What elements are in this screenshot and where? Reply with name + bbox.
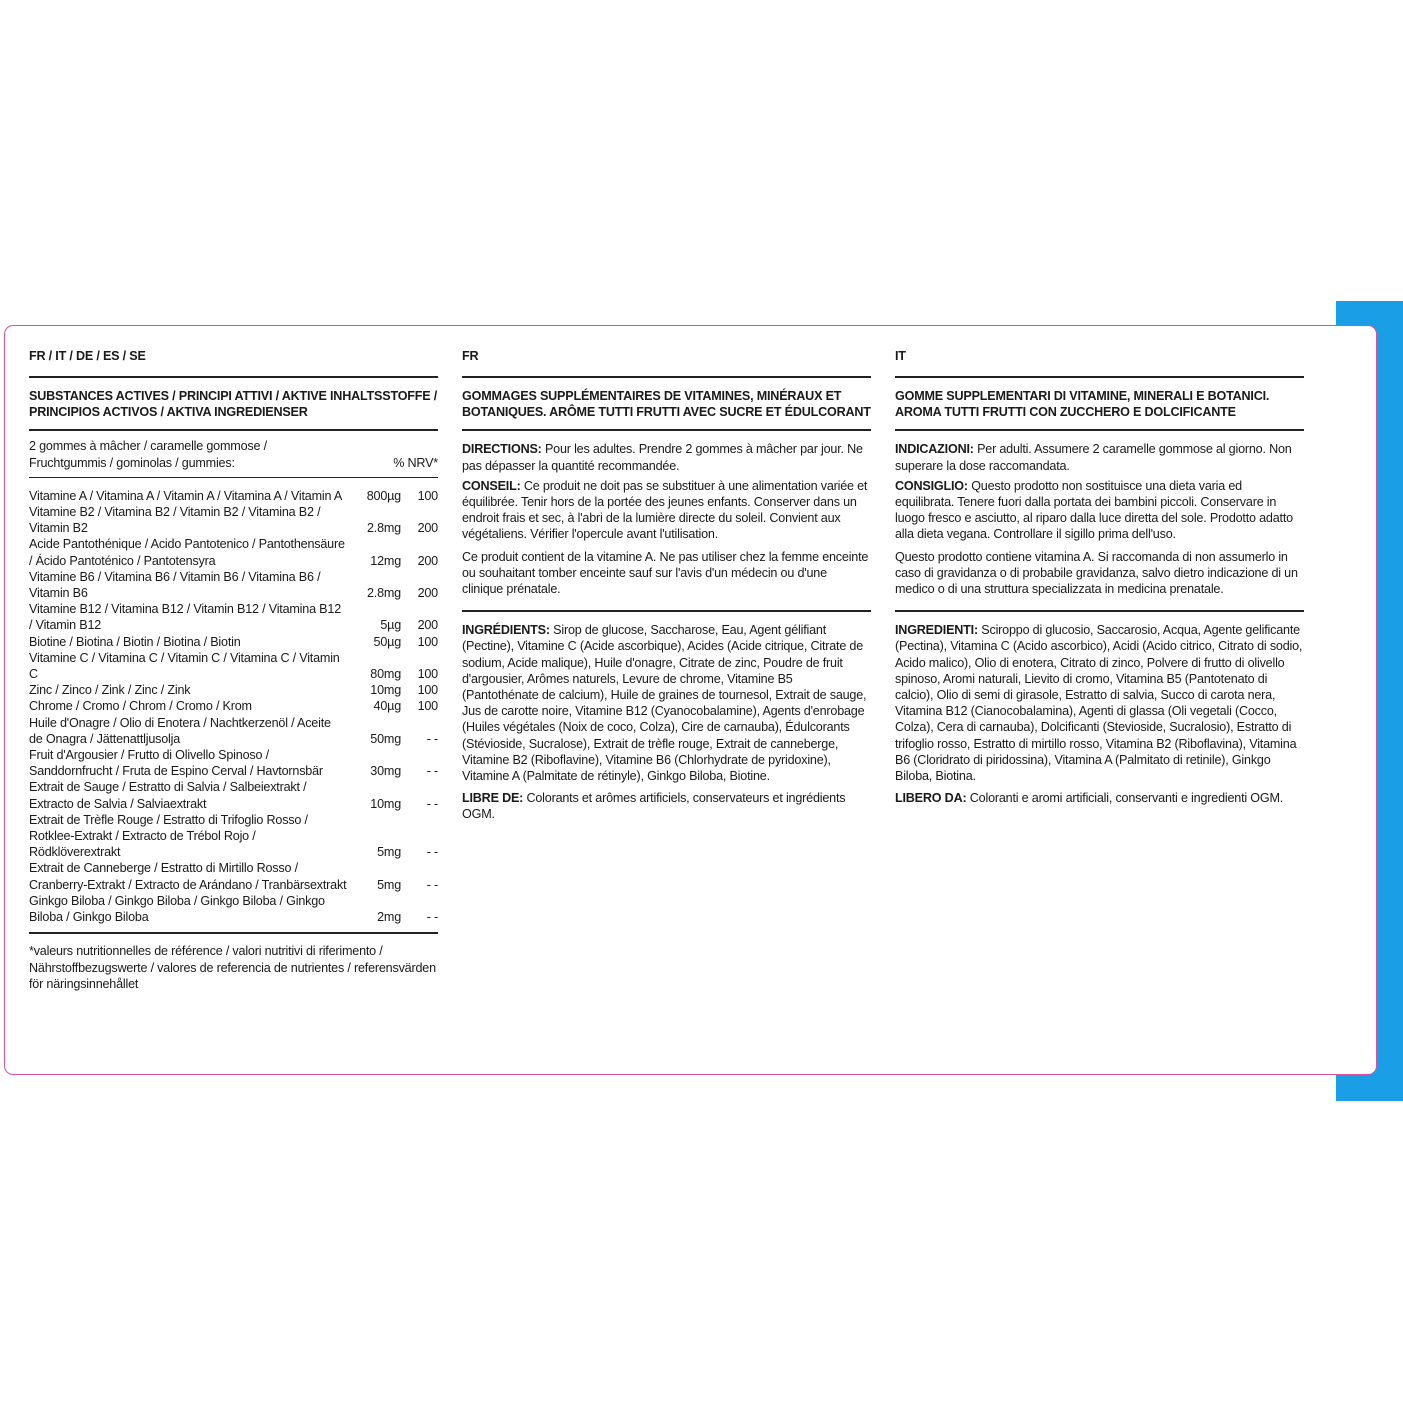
french-header: FR [462,349,479,363]
supplement-facts-column [29,348,438,992]
french-directions: DIRECTIONS: Pour les adultes. Prendre 2 gommes à mâcher par jour. Ne pas dépasser la quantité recommandée. [462,442,863,473]
italian-free-from: LIBERO DA: Coloranti e aromi artificiali, conservanti e ingredienti OGM. [895,791,1284,806]
nutrient-row [29,715,438,747]
french-warning: Ce produit contient de la vitamine A. Ne pas utiliser chez la femme enceinte ou souhaitant tomber enceinte sauf sur l'avis d'un médecin ou d'une clinique prénatale. [462,549,869,597]
nutrient-row [29,536,438,568]
nutrient-row [29,747,438,779]
nutrient-name: Extrait de Trèfle Rouge / Estratto di Trifoglio Rosso / Rotklee-Extrakt / Extracto de Trébol Rojo / Rödklöverextrakt [29,812,308,860]
french-product-title: GOMMAGES SUPPLÉMENTAIRES DE VITAMINES, MINÉRAUX ET BOTANIQUES. ARÔME TUTTI FRUTTI AVEC SUCRE ET ÉDULCORANT [462,389,871,420]
nutrient-nrv: - - [426,764,438,779]
nutrient-nrv: 100 [417,699,438,714]
nutrient-row [29,601,438,633]
nutrient-nrv: - - [426,877,438,892]
nutrient-row [29,860,438,892]
french-usage-section [462,431,871,610]
nutrient-name: Vitamine A / Vitamina A / Vitamin A / Vitamina A / Vitamin A [29,488,343,503]
nutrient-row [29,682,438,698]
nutrient-amount: 10mg [370,683,401,698]
french-free-from: LIBRE DE: Colorants et arômes artificiels, conservateurs et ingrédients OGM. [462,791,846,822]
french-column [462,348,871,836]
nutrient-nrv: 100 [417,667,438,682]
nutrient-amount: 5mg [377,845,401,860]
nutrient-nrv: 100 [417,683,438,698]
nutrient-amount: 2.8mg [366,586,401,601]
nutrient-row [29,698,438,714]
italian-warning: Questo prodotto contiene vitamina A. Si raccomanda di non assumerlo in caso di gravidanza o di probabile gravidanza, salvo dietro indicazione di un medico o di una struttura specializzata in medicina prenatale. [895,549,1298,597]
italian-usage-section [895,431,1304,610]
active-substances-title: SUBSTANCES ACTIVES / PRINCIPI ATTIVI / AKTIVE INHALTSSTOFFE / PRINCIPIOS ACTIVOS / AKTIVA INGREDIENSER [29,389,438,420]
nutrient-row [29,893,438,925]
nutrient-amount: 5mg [377,877,401,892]
nutrient-name: Fruit d'Argousier / Frutto di Olivello Spinoso / Sanddornfrucht / Fruta de Espino Cerval / Havtornsbär [29,748,323,779]
french-ingredients-section [462,612,871,835]
nutrient-nrv: - - [426,731,438,746]
nutrient-name: Vitamine C / Vitamina C / Vitamin C / Vitamina C / Vitamin C [29,650,340,682]
nutrient-nrv: 200 [417,586,438,601]
nrv-column-header: % NRV* [393,455,438,470]
italian-advice: CONSIGLIO: Questo prodotto non sostituisce una dieta varia ed equilibrata. Tenere fuori dalla portata dei bambini piccoli. Conservare in luogo fresco e asciutto, al riparo dalla luce diretta del sole. Prodotto adatto alla dieta vegana. Controllare il sigillo prima dell'uso. [895,478,1293,542]
nutrient-row [29,504,438,536]
nrv-footnote: *valeurs nutritionnelles de référence / valori nutritivi di riferimento / Nährstoffbezugswerte / valores de referencia de nutrientes / referensvärden för näringsinnehållet [29,944,436,991]
nutrient-name: Ginkgo Biloba / Ginkgo Biloba / Ginkgo Biloba / Ginkgo Biloba / Ginkgo Biloba [29,893,325,925]
italian-product-title: GOMME SUPPLEMENTARI DI VITAMINE, MINERALI E BOTANICI. AROMA TUTTI FRUTTI CON ZUCCHERO E DOLCIFICANTE [895,389,1270,420]
italian-header: IT [895,349,906,363]
nutrient-nrv: - - [426,845,438,860]
label-panel [4,325,1377,1075]
nutrient-row [29,569,438,601]
nutrient-amount: 40µg [373,699,401,714]
nutrient-amount: 2.8mg [366,521,401,536]
nutrient-nrv: 200 [417,521,438,536]
italian-ingredients-section [895,612,1304,819]
nutrient-nrv: 100 [417,488,438,503]
nutrient-row [29,779,438,811]
nutrient-name: Vitamine B2 / Vitamina B2 / Vitamin B2 / Vitamina B2 / Vitamin B2 [29,505,321,536]
serving-size: 2 gommes à mâcher / caramelle gommose / Fruchtgummis / gominolas / gummies: [29,439,267,470]
nutrient-nrv: - - [426,796,438,811]
nutrient-amount: 800µg [366,488,401,503]
nutrient-name: Extrait de Canneberge / Estratto di Mirtillo Rosso / Cranberry-Extrakt / Extracto de Arándano / Tranbärsextrakt [29,861,347,892]
italian-directions: INDICAZIONI: Per adulti. Assumere 2 caramelle gommose al giorno. Non superare la dose raccomandata. [895,442,1292,473]
italian-column [895,348,1304,819]
nutrient-name: Biotine / Biotina / Biotin / Biotina / Biotin [29,634,241,649]
nutrient-name: Extrait de Sauge / Estratto di Salvia / Salbeiextrakt / Extracto de Salvia / Salviaextrakt [29,780,307,811]
nutrient-list [29,478,438,932]
nutrient-name: Acide Pantothénique / Acido Pantotenico / Pantothensäure / Ácido Pantoténico / Pantotensyra [29,537,345,568]
nutrient-amount: 10mg [370,796,401,811]
nutrient-nrv: 200 [417,618,438,633]
nutrient-amount: 30mg [370,764,401,779]
nutrient-nrv: 200 [417,553,438,568]
nutrient-name: Vitamine B6 / Vitamina B6 / Vitamin B6 / Vitamina B6 / Vitamin B6 [29,569,321,601]
nutrient-amount: 12mg [370,553,401,568]
nutrient-row [29,634,438,650]
nutrient-amount: 80mg [370,667,401,682]
nutrient-name: Vitamine B12 / Vitamina B12 / Vitamin B12 / Vitamina B12 / Vitamin B12 [29,602,341,633]
nutrient-amount: 50µg [373,634,401,649]
nutrient-row [29,650,438,682]
nutrient-amount: 2mg [377,910,401,925]
nutrient-amount: 50mg [370,731,401,746]
italian-ingredients: INGREDIENTI: Sciroppo di glucosio, Saccarosio, Acqua, Agente gelificante (Pectina), Vitamina C (Acido ascorbico), Acidi (Acido citrico, Citrato di sodio, Acido malico), Olio di enotera, Citrato di zinco, Polvere di frutto di olivello spinoso, Aromi naturali, Lievito di cromo, Vitamina B5 (Pantotenato di calcio), Olio di semi di girasole, Estratto di salvia, Succo di carota nera, Vitamina B12 (Cianocobalamina), Agenti di glassa (Oli vegetali (Cocco, Colza), Cera di carnauba), Dolcificanti (Stevioside, Sucralosio), Estratto di trifoglio rosso, Estratto di mirtillo rosso, Vitamina B2 (Riboflavina), Vitamina B6 (Cloridrato di piridossina), Vitamina A (Palmitato di retinile), Ginkgo Biloba, Biotina. [895,623,1303,784]
nutrient-row [29,812,438,861]
nutrient-name: Huile d'Onagre / Olio di Enotera / Nachtkerzenöl / Aceite de Onagra / Jättenattljusolja [29,715,331,746]
nutrient-name: Zinc / Zinco / Zink / Zinc / Zink [29,683,191,698]
languages-header: FR / IT / DE / ES / SE [29,349,146,363]
nutrient-amount: 5µg [380,618,401,633]
nutrient-name: Chrome / Cromo / Chrom / Cromo / Krom [29,699,252,714]
nutrient-nrv: 100 [417,634,438,649]
french-advice: CONSEIL: Ce produit ne doit pas se substituer à une alimentation variée et équilibrée. Tenir hors de la portée des jeunes enfants. Conserver dans un endroit frais et sec, à l'abri de la lumière directe du soleil. Convient aux végétaliens. Vérifier l'opercule avant l'utilisation. [462,478,868,542]
nutrient-row [29,488,438,504]
french-ingredients: INGRÉDIENTS: Sirop de glucose, Saccharose, Eau, Agent gélifiant (Pectine), Vitamine C (Acide ascorbique), Acides (Acide citrique, Citrate de sodium, Acide malique), Huile d'onagre, Citrate de zinc, Poudre de fruit d'argousier, Arômes naturels, Levure de chrome, Vitamine B5 (Pantothénate de calcium), Huile de graines de tournesol, Extrait de sauge, Jus de carotte noire, Vitamine B12 (Cyanocobalamine), Agents d'enrobage (Huiles végétales (Noix de coco, Colza), Cire de carnauba), Édulcorants (Stévioside, Sucralose), Extrait de trèfle rouge, Extrait de canneberge, Vitamine B2 (Riboflavine), Vitamine B6 (Chlorhydrate de pyridoxine), Vitamine A (Palmitate de rétinyle), Ginkgo Biloba, Biotine. [462,623,867,784]
nutrient-nrv: - - [426,910,438,925]
serving-row [29,431,438,476]
